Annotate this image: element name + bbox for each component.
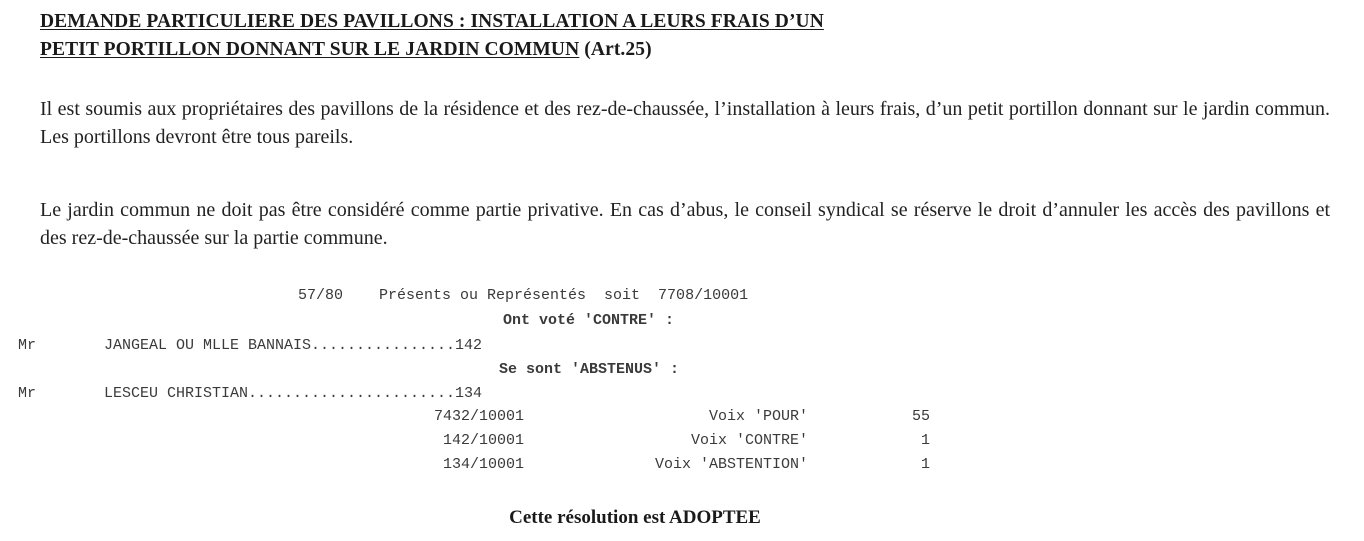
contre-voter-name: JANGEAL OU MLLE BANNAIS................142 <box>104 337 483 354</box>
contre-tantiemes: 142/10001 <box>442 432 524 449</box>
contre-civility: Mr <box>18 337 37 354</box>
contre-label: Voix 'CONTRE' <box>690 432 808 449</box>
resolution-title-line2 <box>40 36 1140 64</box>
abstention-label: Voix 'ABSTENTION' <box>654 456 808 473</box>
resolution-title-line2-text: PETIT PORTILLON DONNANT SUR LE JARDIN COMMUN <box>40 39 580 60</box>
resolution-title-line1-text: DEMANDE PARTICULIERE DES PAVILLONS : INSTALLATION A LEURS FRAIS D’UN <box>40 11 824 32</box>
resolution-title-line1 <box>40 8 1140 36</box>
article-reference: (Art.25) <box>579 39 652 60</box>
abstention-civility: Mr <box>18 385 37 402</box>
abstention-tantiemes: 134/10001 <box>442 456 524 473</box>
pour-label: Voix 'POUR' <box>708 408 808 425</box>
pour-tantiemes: 7432/10001 <box>433 408 524 425</box>
abstention-voter-name: LESCEU CHRISTIAN.......................134 <box>104 385 483 402</box>
resolution-title <box>40 8 1140 64</box>
pour-count: 55 <box>911 408 930 425</box>
presence-line: 57/80 Présents ou Représentés soit 7708/10001 <box>298 287 749 304</box>
contre-heading: Ont voté 'CONTRE' : <box>503 312 675 329</box>
resolution-outcome: Cette résolution est ADOPTEE <box>509 507 761 528</box>
contre-count: 1 <box>920 432 930 449</box>
abstention-heading: Se sont 'ABSTENUS' : <box>499 361 680 378</box>
abstention-count: 1 <box>920 456 930 473</box>
paragraph-warning: Le jardin commun ne doit pas être considéré comme partie privative. En cas d’abus, le conseil syndical se réserve le droit d’annuler les accès des pavillons et des rez-de-chaussée sur la partie commune. <box>40 199 1330 249</box>
paragraph-proposal: Il est soumis aux propriétaires des pavillons de la résidence et des rez-de-chaussée, l’installation à leurs frais, d’un petit portillon donnant sur le jardin commun. Les portillons devront être tous pareils. <box>40 98 1330 148</box>
